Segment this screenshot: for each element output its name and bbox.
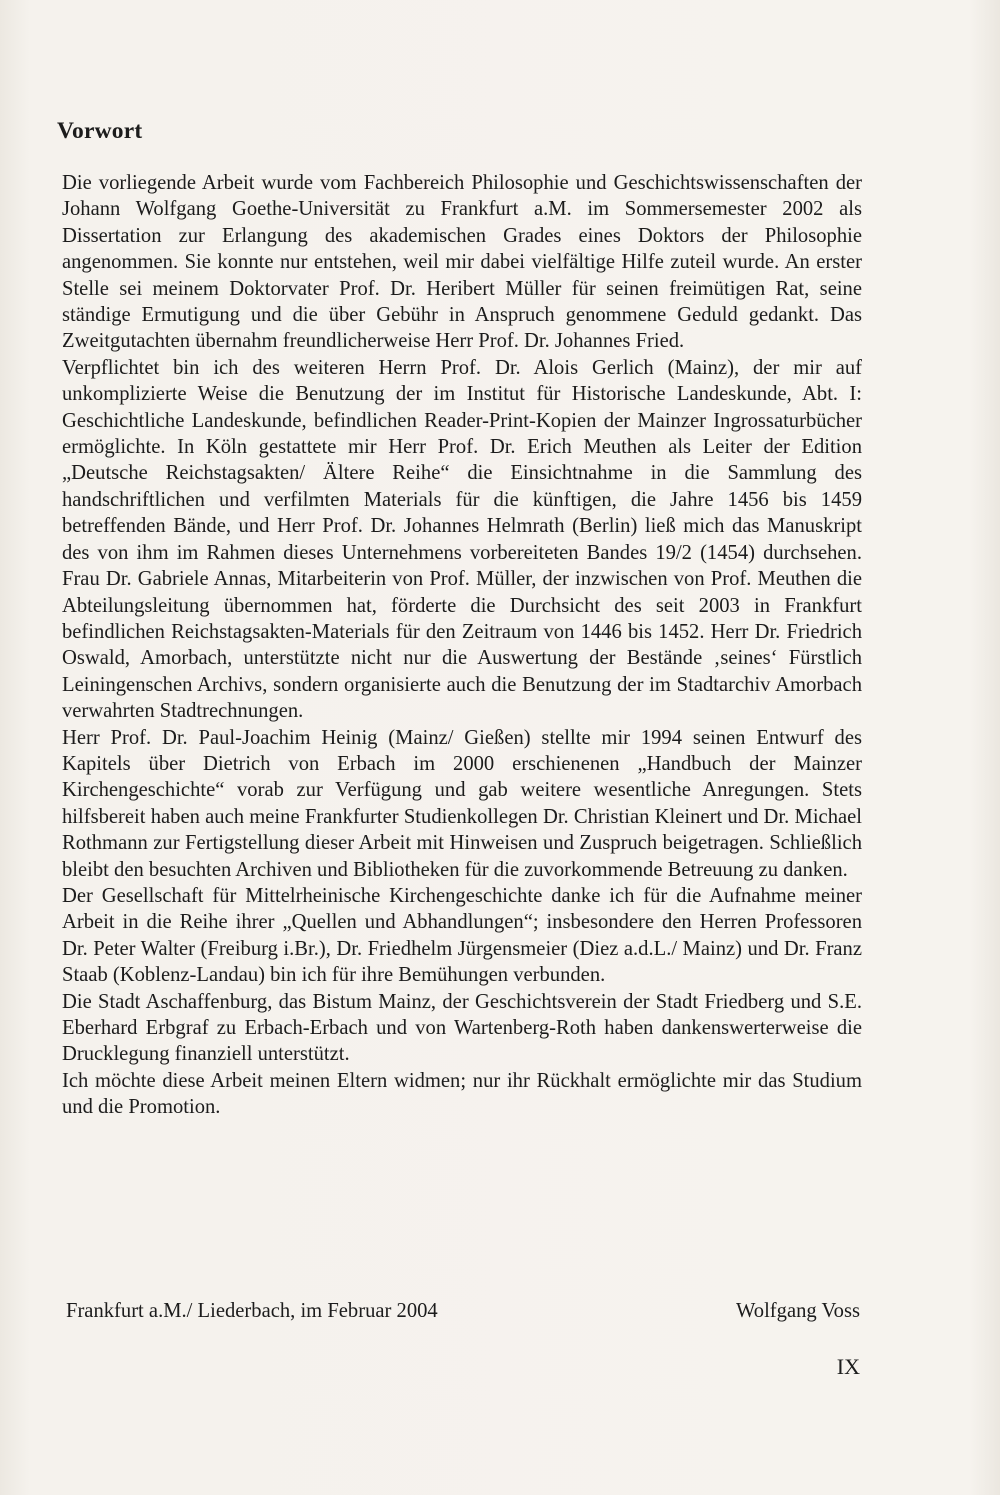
preface-body (62, 170, 862, 1121)
paragraph: Verpflichtet bin ich des weiteren Herrn Prof. Dr. Alois Gerlich (Mainz), der mir auf unkomplizierte Weise die Benutzung der im Institut für Historische Landeskunde, Abt. I: Geschichtliche Landeskunde, befindlichen Reader-Print-Kopien der Mainzer Ingrossaturbücher ermöglichte. In Köln gestattete mir Herr Prof. Dr. Erich Meuthen als Leiter der Edition „Deutsche Reichstagsakten/ Ältere Reihe“ die Einsichtnahme in die Sammlung des handschriftlichen und verfilmten Materials für die künftigen, die Jahre 1456 bis 1459 betreffenden Bände, und Herr Prof. Dr. Johannes Helmrath (Berlin) ließ mich das Manuskript des von ihm im Rahmen dieses Unternehmens vorbereiteten Bandes 19/2 (1454) durchsehen. Frau Dr. Gabriele Annas, Mitarbeiterin von Prof. Müller, der inzwischen von Prof. Meuthen die Abteilungsleitung übernommen hat, förderte die Durchsicht des seit 2003 in Frankfurt befindlichen Reichstagsakten-Materials für den Zeitraum von 1446 bis 1452. Herr Dr. Friedrich Oswald, Amorbach, unterstützte nicht nur die Auswertung der Bestände ‚seines‘ Fürstlich Leiningenschen Archivs, sondern organisierte auch die Benutzung der im Stadtarchiv Amorbach verwahrten Stadtrechnungen. (62, 356, 862, 723)
paragraph: Herr Prof. Dr. Paul-Joachim Heinig (Mainz/ Gießen) stellte mir 1994 seinen Entwurf des Kapitels über Dietrich von Erbach im 2000 erschienenen „Handbuch der Mainzer Kirchengeschichte“ vorab zur Verfügung und gab weitere wesentliche Anregungen. Stets hilfsbereit haben auch meine Frankfurter Studienkollegen Dr. Christian Kleinert und Dr. Michael Rothmann zur Fertigstellung dieser Arbeit mit Hinweisen und Zuspruch beigetragen. Schließlich bleibt den besuchten Archiven und Bibliotheken für die zuvorkommende Betreuung zu danken. (62, 726, 862, 881)
page-number: IX (836, 1354, 860, 1379)
paragraph: Die vorliegende Arbeit wurde vom Fachbereich Philosophie und Geschichtswissenschaften der Johann Wolfgang Goethe-Universität zu Frankfurt a.M. im Sommersemester 2002 als Dissertation zur Erlangung des akademischen Grades eines Doktors der Philosophie angenommen. Sie konnte nur entstehen, weil mir dabei vielfältige Hilfe zuteil wurde. An erster Stelle sei meinem Doktorvater Prof. Dr. Heribert Müller für seinen freimütigen Rat, seine ständige Ermutigung und die über Gebühr in Anspruch genommene Geduld gedankt. Das Zweitgutachten übernahm freundlicherweise Herr Prof. Dr. Johannes Fried. (62, 172, 862, 353)
signature-line (66, 1300, 860, 1328)
paragraph: Die Stadt Aschaffenburg, das Bistum Mainz, der Geschichtsverein der Stadt Friedberg und S.E. Eberhard Erbgraf zu Erbach-Erbach und von Wartenberg-Roth haben dankenswerterweise die Drucklegung finanziell unterstützt. (62, 990, 862, 1066)
page-heading: Vorwort (57, 118, 143, 144)
place-and-date: Frankfurt a.M./ Liederbach, im Februar 2004 (66, 1300, 438, 1322)
paragraph: Der Gesellschaft für Mittelrheinische Kirchengeschichte danke ich für die Aufnahme meiner Arbeit in die Reihe ihrer „Quellen und Abhandlungen“; insbesondere den Herren Professoren Dr. Peter Walter (Freiburg i.Br.), Dr. Friedhelm Jürgensmeier (Diez a.d.L./ Mainz) und Dr. Franz Staab (Koblenz-Landau) bin ich für ihre Bemühungen verbunden. (62, 884, 862, 987)
paragraph: Ich möchte diese Arbeit meinen Eltern widmen; nur ihr Rückhalt ermöglichte mir das Studium und die Promotion. (62, 1069, 862, 1119)
author-name: Wolfgang Voss (735, 1300, 860, 1322)
